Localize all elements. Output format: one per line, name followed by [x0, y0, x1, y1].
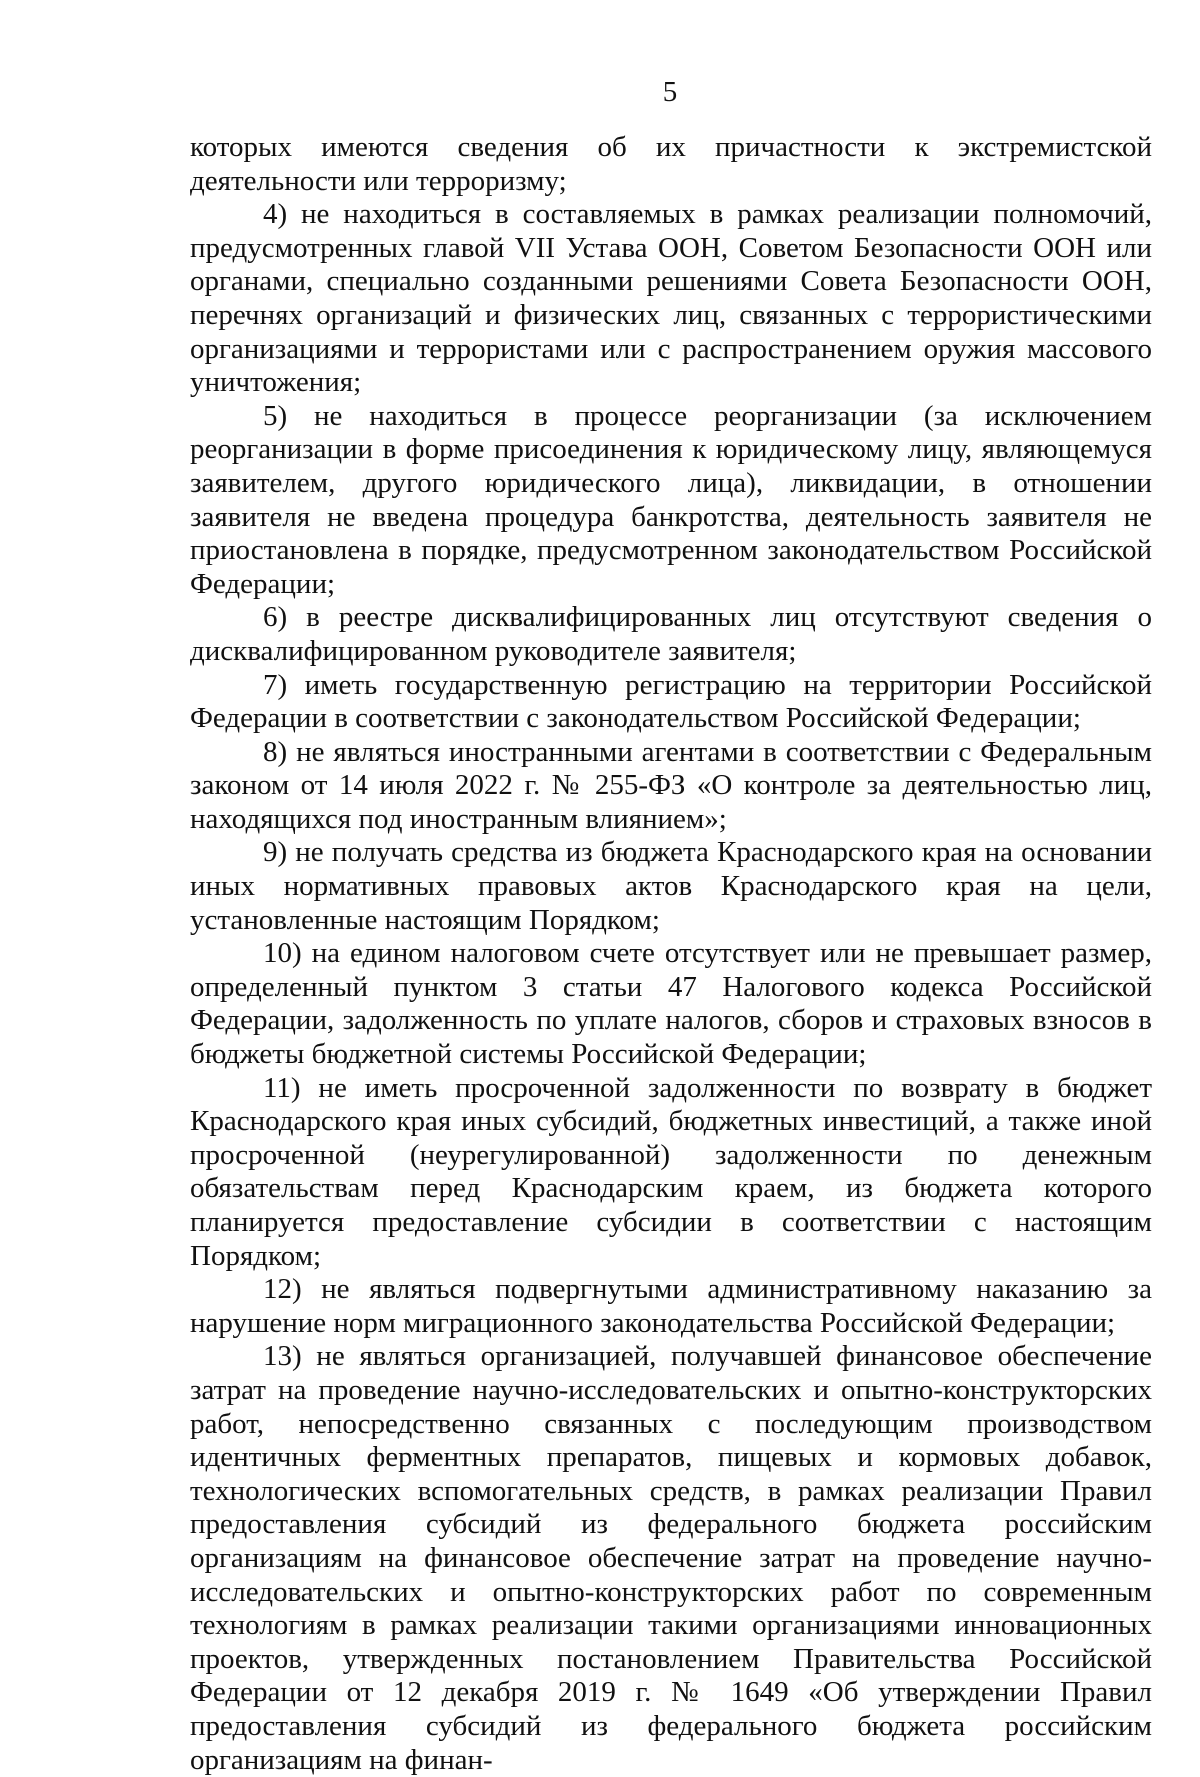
paragraph-item-12: 12) не являться подвергнутыми административному наказанию за нарушение норм миграционного законодательства Российской Федерации;: [190, 1273, 1152, 1339]
body-text: [190, 131, 1152, 1777]
page-number: 5: [662, 76, 678, 108]
paragraph-item-9: 9) не получать средства из бюджета Краснодарского края на основании иных нормативных правовых актов Краснодарского края на цели, установленные настоящим Порядком;: [190, 836, 1152, 936]
paragraph-item-5: 5) не находиться в процессе реорганизации (за исключением реорганизации в форме присоединения к юридическому лицу, являющемуся заявителем, другого юридического лица), ликвидации, в отношении заявителя не введена процедура банкротства, деятельность заявителя не приостановлена в порядке, предусмотренном законодательством Российской Федерации;: [190, 399, 1152, 600]
paragraph-item-7: 7) иметь государственную регистрацию на территории Российской Федерации в соответствии с законодательством Российской Федерации;: [190, 668, 1152, 735]
paragraph-continuation: которых имеются сведения об их причастности к экстремистской деятельности или терроризму;: [190, 131, 1152, 197]
paragraph-item-11: 11) не иметь просроченной задолженности по возврату в бюджет Краснодарского края иных субсидий, бюджетных инвестиций, а также иной просроченной (неурегулированной) задолженности по денежным обязательствам перед Краснодарским краем, из бюджета которого планируется предоставление субсидии в соответствии с настоящим Порядком;: [190, 1071, 1152, 1272]
paragraph-item-6: 6) в реестре дисквалифицированных лиц отсутствуют сведения о дисквалифицированном руководителе заявителя;: [190, 601, 1152, 667]
paragraph-item-13: 13) не являться организацией, получавшей финансовое обеспечение затрат на проведение научно-исследовательских и опытно-конструкторских работ, непосредственно связанных с последующим производством идентичных ферментных препаратов, пищевых и кормовых добавок, технологических вспомогательных средств, в рамках реализации Правил предоставления субсидий из федерального бюджета российским организациям на финансовое обеспечение затрат на проведение научно-исследовательских и опытно-конструкторских работ по современным технологиям в рамках реализации такими организациями инновационных проектов, утвержденных постановлением Правительства Российской Федерации от 12 декабря 2019 г. № 1649 «Об утверждении Правил предоставления субсидий из федерального бюджета российским организациям на финан-: [190, 1340, 1152, 1776]
paragraph-item-4: 4) не находиться в составляемых в рамках реализации полномочий, предусмотренных главой VII Устава ООН, Советом Безопасности ООН или органами, специально созданными решениями Совета Безопасности ООН, перечнях организаций и физических лиц, связанных с террористическими организациями и террористами или с распространением оружия массового уничтожения;: [190, 198, 1152, 399]
paragraph-item-10: 10) на едином налоговом счете отсутствует или не превышает размер, определенный пунктом 3 статьи 47 Налогового кодекса Российской Федерации, задолженность по уплате налогов, сборов и страховых взносов в бюджеты бюджетной системы Российской Федерации;: [190, 937, 1152, 1071]
paragraph-item-8: 8) не являться иностранными агентами в соответствии с Федеральным законом от 14 июля 2022 г. № 255-ФЗ «О контроле за деятельностью лиц, находящихся под иностранным влиянием»;: [190, 735, 1152, 835]
